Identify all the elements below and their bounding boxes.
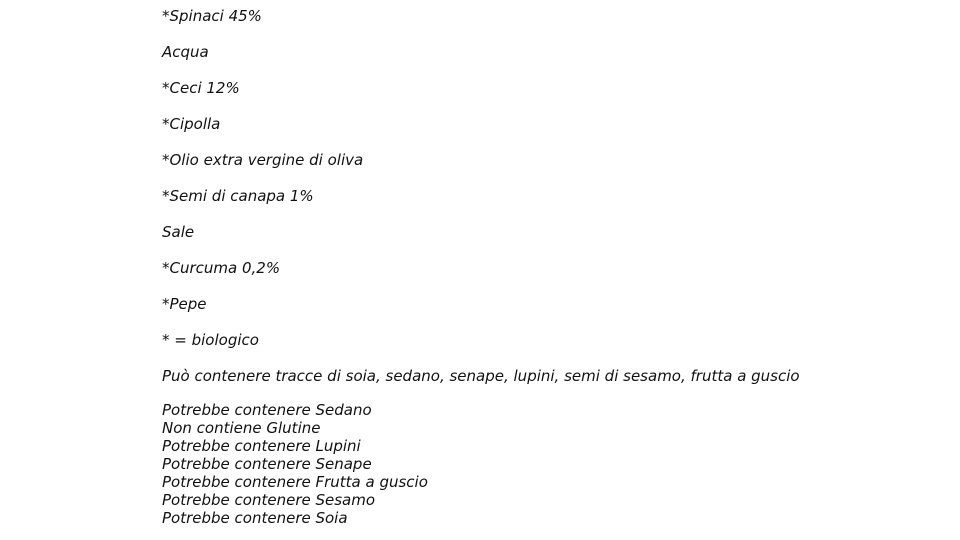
allergen-item: Potrebbe contenere Frutta a guscio [162, 473, 428, 491]
allergen-item: Potrebbe contenere Senape [162, 455, 372, 473]
traces-warning: Può contenere tracce di soia, sedano, senape, lupini, semi di sesamo, frutta a guscio [162, 367, 800, 385]
ingredients-document [162, 5, 942, 527]
ingredient-item: *Ceci 12% [162, 79, 240, 97]
ingredient-list [162, 5, 942, 329]
allergen-item: Non contiene Glutine [162, 419, 321, 437]
ingredient-item: Acqua [162, 43, 209, 61]
ingredient-item: *Cipolla [162, 115, 221, 133]
ingredient-item: *Curcuma 0,2% [162, 259, 281, 277]
allergen-list [162, 401, 942, 527]
ingredient-item: *Semi di canapa 1% [162, 187, 314, 205]
ingredient-item: *Spinaci 45% [162, 7, 262, 25]
ingredient-item: Sale [162, 223, 195, 241]
ingredient-item: *Pepe [162, 295, 207, 313]
organic-note: * = biologico [162, 331, 259, 349]
ingredient-item: *Olio extra vergine di oliva [162, 151, 364, 169]
allergen-item: Potrebbe contenere Sedano [162, 401, 372, 419]
allergen-item: Potrebbe contenere Sesamo [162, 491, 376, 509]
allergen-item: Potrebbe contenere Lupini [162, 437, 361, 455]
allergen-item: Potrebbe contenere Soia [162, 509, 348, 527]
